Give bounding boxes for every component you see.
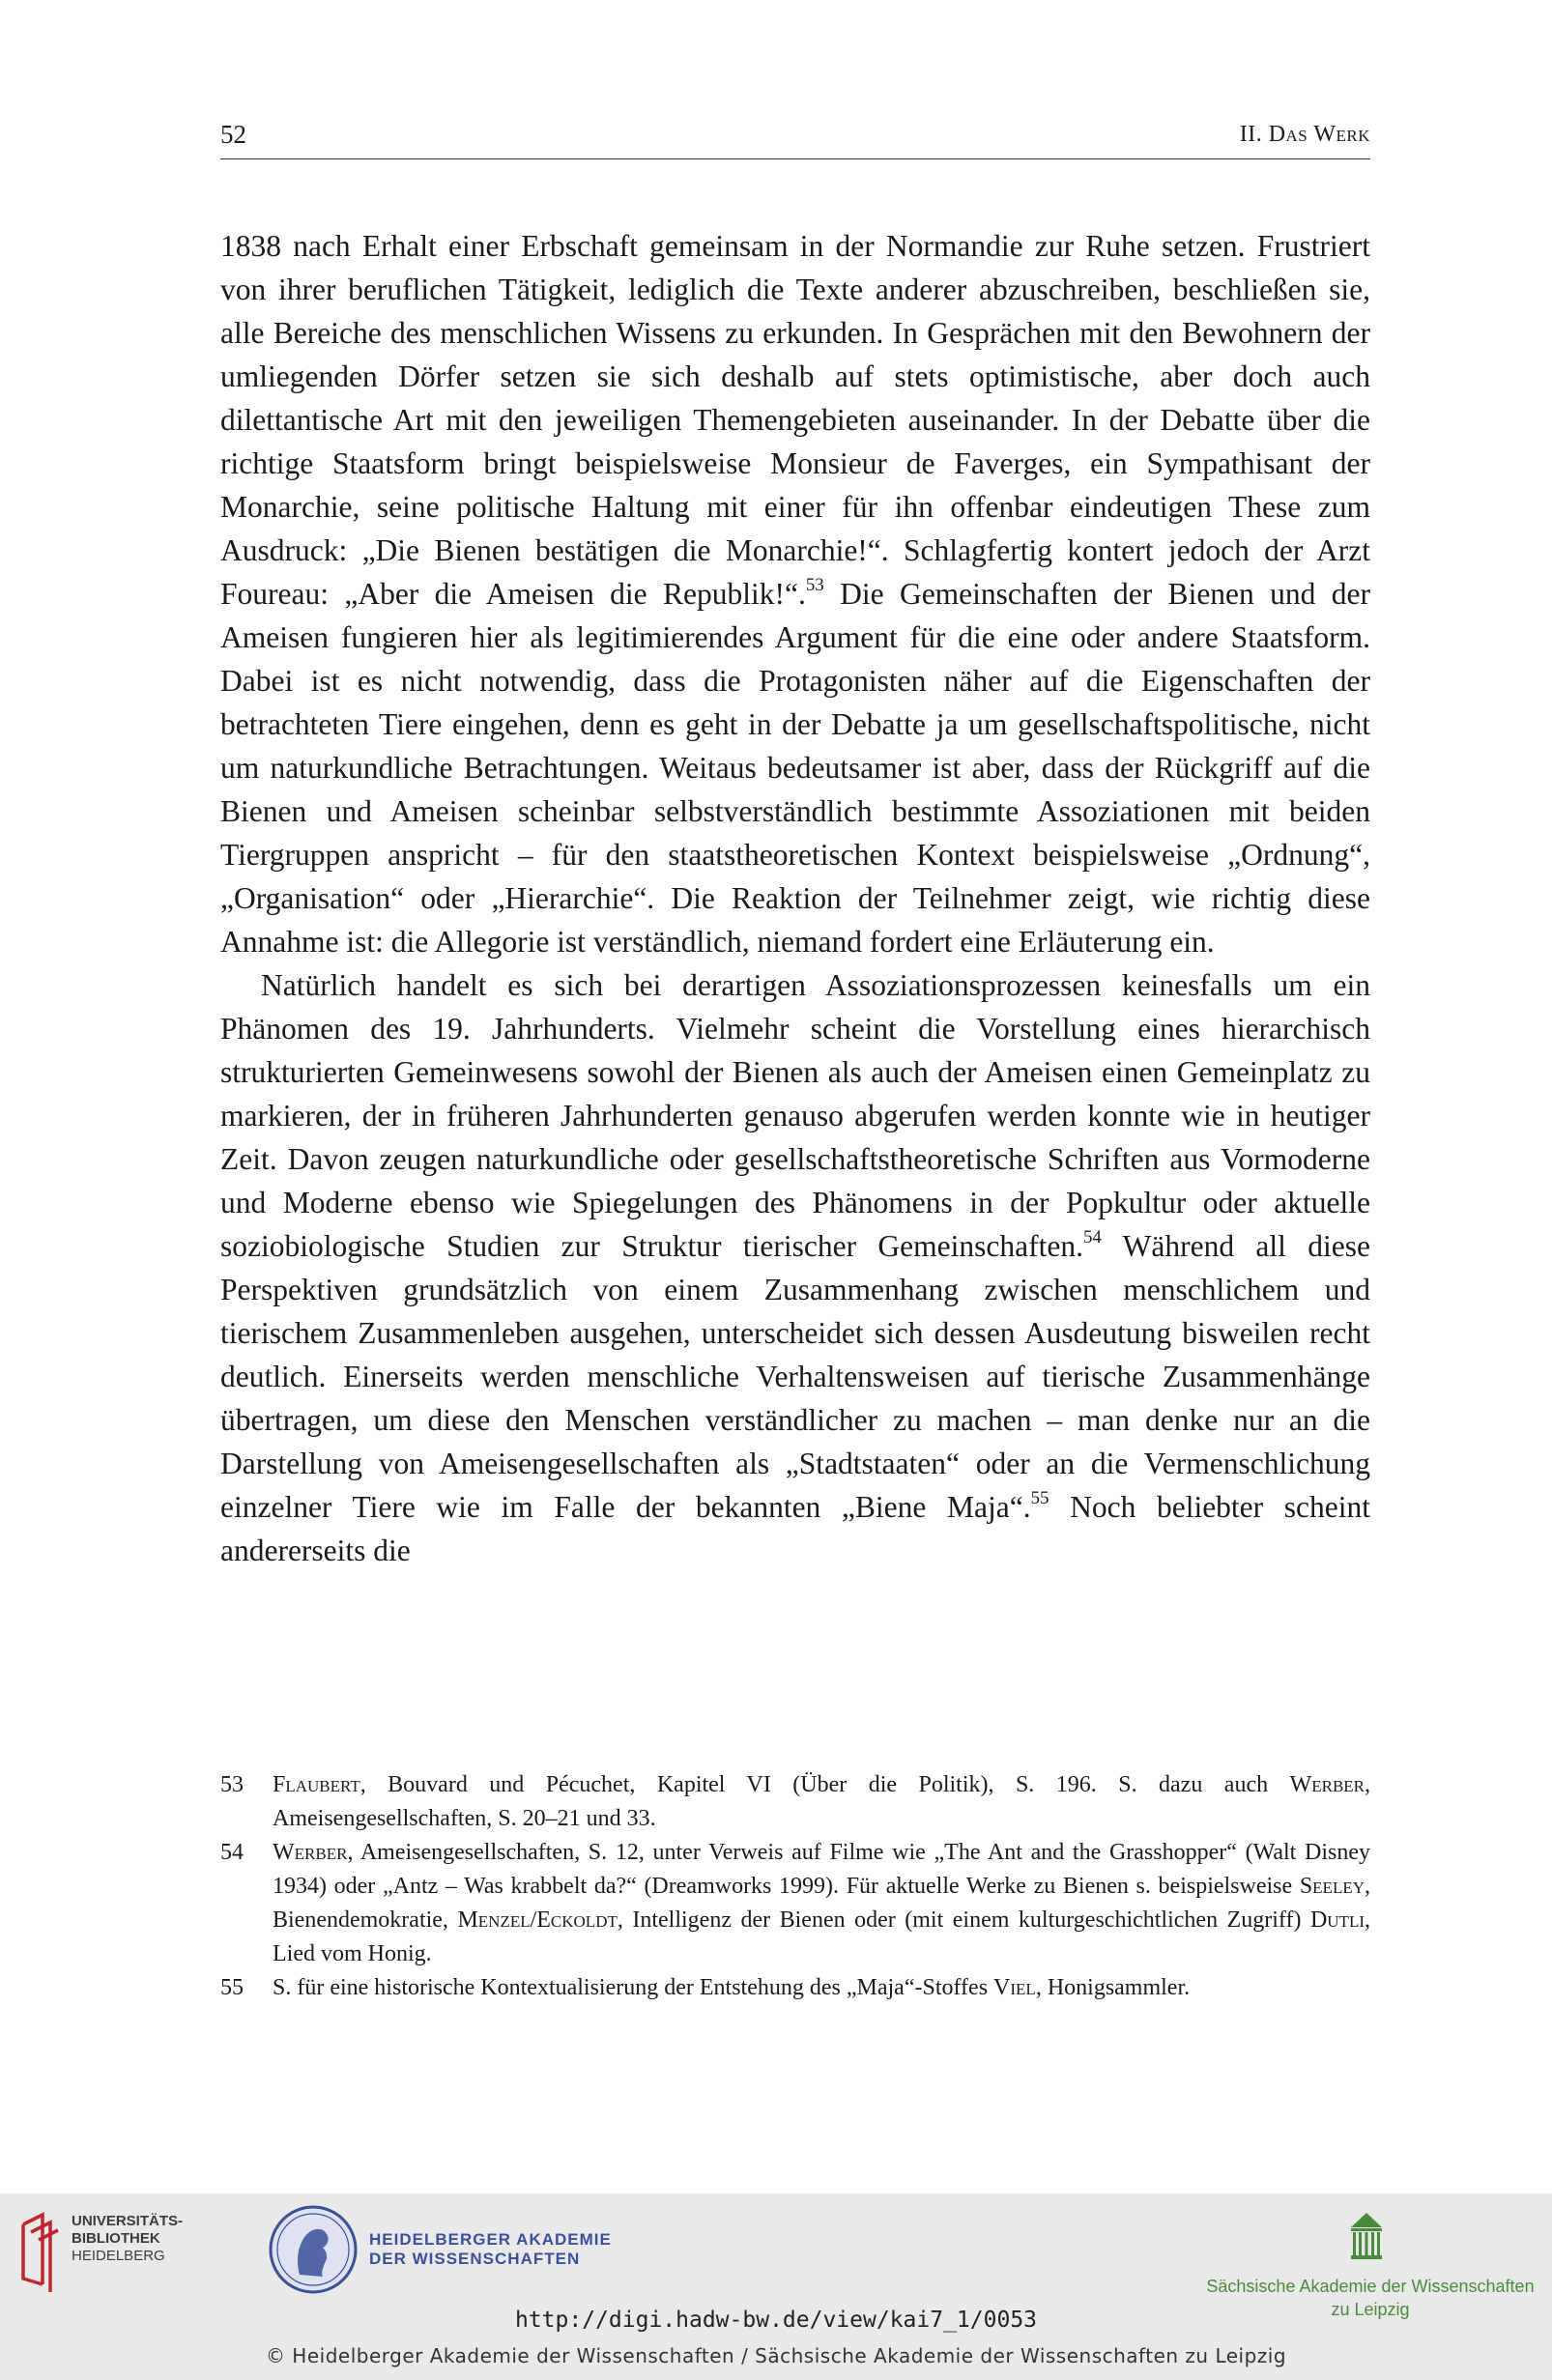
author-name: Werber [1289, 1772, 1365, 1797]
footnote-segment: S. für eine historische Kontextualisierung der Entstehung des „Maja“-Stoffes [273, 1975, 994, 2000]
footnote-segment: , Lied vom Honig. [273, 1907, 1370, 1966]
saxon-academy-logo-icon[interactable] [1349, 2211, 1384, 2261]
footnote-segment: , Bienendemokratie, [273, 1874, 1370, 1933]
footnote-55 [220, 1971, 1370, 2005]
footnote-text [273, 1971, 1370, 2005]
section-title: II. Das Werk [1239, 122, 1370, 147]
footnote-segment: , Intelligenz der Bienen oder (mit einem kulturgeschichtlichen Zugriff) [617, 1907, 1310, 1933]
footnote-segment: , Honigsammler. [1035, 1975, 1191, 2000]
footnote-ref-54[interactable]: 54 [1082, 1226, 1102, 1247]
footnote-segment: , Ameisengesellschaften, S. 20–21 und 33. [273, 1772, 1370, 1831]
footnote-54 [220, 1836, 1370, 1971]
paragraph-text: Während all diese Perspektiven grundsätzlich von einem Zusammenhang zwischen menschlichem und tierischem Zusammenleben ausgehen, unterscheidet sich dessen Ausdeutung bisweilen recht deutlich. Einerseits werden menschliche Verhaltensweisen auf tierische Zusammenhänge übertragen, um diese den Menschen verständlicher zu machen – man denke nur an die Darstellung von Ameisengesellschaften als „Stadtstaaten“ oder an die Vermenschlichung einzelner Tiere wie im Falle der bekannten „Biene Maja“. [220, 1229, 1370, 1524]
running-head [220, 114, 1370, 159]
footnote-segment: , Bouvard und Pécuchet, Kapitel VI (Über die Politik), S. 196. S. dazu auch [359, 1772, 1290, 1797]
ub-line: UNIVERSITÄTS- [72, 2213, 184, 2229]
paragraph-text: Die Gemeinschaften der Bienen und der Ameisen fungieren hier als legitimierendes Argument für die eine oder andere Staatsform. Dabei ist es nicht notwendig, dass die Protagonisten näher auf die Eigenschaften der betrachteten Tiere eingehen, denn es geht in der Debatte ja um gesellschaftspolitische, nicht um naturkundliche Betrachtungen. Weitaus bedeutsamer ist aber, dass der Rückgriff auf die Bienen und Ameisen scheinbar selbstverständlich bestimmte Assoziationen mit beiden Tiergruppen anspricht – für den staatstheoretischen Kontext beispielsweise „Ordnung“, „Organisation“ oder „Hierarchie“. Die Reaktion der Teilnehmer zeigt, wie richtig diese Annahme ist: die Allegorie ist verständlich, niemand fordert eine Erläuterung ein. [220, 577, 1370, 959]
footnote-number: 54 [220, 1840, 244, 1865]
author-name: Menzel/Eckoldt [457, 1907, 618, 1933]
footnote-ref-55[interactable]: 55 [1030, 1487, 1049, 1508]
footnote-segment: , Ameisengesellschaften, S. 12, unter Verweis auf Filme wie „The Ant and the Grasshopper“ (Walt Disney 1934) oder „Antz – Was krabbelt da?“ (Dreamworks 1999). Für aktuelle Werke zu Bienen s. beispielsweise [273, 1840, 1370, 1899]
heidelberg-academy-name [369, 2230, 612, 2269]
body-text [220, 224, 1370, 1572]
paragraph-text: Natürlich handelt es sich bei derartigen Assoziationsprozessen keinesfalls um ein Phänomen des 19. Jahrhunderts. Vielmehr scheint die Vorstellung eines hierarchisch strukturierten Gemeinwesens sowohl der Bienen als auch der Ameisen einen Gemeinplatz zu markieren, der in früheren Jahrhunderten genauso abgerufen werden konnte wie in heutiger Zeit. Davon zeugen naturkundliche oder gesellschaftstheoretische Schriften aus Vormoderne und Moderne ebenso wie Spiegelungen des Phänomens in der Popkultur oder aktuelle soziobiologische Studien zur Struktur tierischer Gemeinschaften. [220, 968, 1370, 1263]
author-name: Viel [993, 1975, 1036, 2000]
author-name: Dutli [1309, 1907, 1365, 1933]
footnote-number: 55 [220, 1975, 244, 2000]
footnote-ref-53[interactable]: 53 [805, 574, 824, 595]
digitization-footer [0, 2194, 1552, 2380]
hadw-line: HEIDELBERGER AKADEMIE [369, 2230, 612, 2249]
hadw-line: DER WISSENSCHAFTEN [369, 2250, 581, 2268]
university-library-name [72, 2213, 183, 2265]
paragraph-text: Noch beliebter scheint andererseits die [220, 1490, 1370, 1567]
author-name: Seeley [1299, 1874, 1365, 1899]
footnote-text [273, 1836, 1370, 1971]
footnote-53 [220, 1768, 1370, 1836]
paragraph-2 [220, 963, 1370, 1572]
footnote-number: 53 [220, 1772, 244, 1797]
copyright-notice: © Heidelberger Akademie der Wissenschaften / Sächsische Akademie der Wissenschaften zu Leipzig [265, 2344, 1287, 2367]
ub-line: BIBLIOTHEK [72, 2230, 160, 2247]
author-name: Werber [273, 1840, 348, 1865]
page-number: 52 [220, 120, 246, 149]
author-name: Flaubert [273, 1772, 360, 1797]
footnote-text [273, 1768, 1370, 1836]
paragraph-1 [220, 224, 1370, 963]
saw-line: Sächsische Akademie der Wissenschaften [1206, 2277, 1535, 2296]
ub-line: HEIDELBERG [72, 2248, 165, 2264]
saw-line: zu Leipzig [1331, 2300, 1410, 2319]
paragraph-text: 1838 nach Erhalt einer Erbschaft gemeinsam in der Normandie zur Ruhe setzen. Frustriert von ihrer beruflichen Tätigkeit, lediglich die Texte anderer abzuschreiben, beschließen sie, alle Bereiche des menschlichen Wissens zu erkunden. In Gesprächen mit den Bewohnern der umliegenden Dörfer setzen sie sich deshalb auf stets optimistische, aber doch auch dilettantische Art mit den jeweiligen Themengebieten auseinander. In der Debatte über die richtige Staatsform bringt beispielsweise Monsieur de Faverges, ein Sympathisant der Monarchie, seine politische Haltung mit einer für ihn offenbar eindeutigen These zum Ausdruck: „Die Bienen bestätigen die Monarchie!“. Schlagfertig kontert jedoch der Arzt Foureau: „Aber die Ameisen die Republik!“. [220, 229, 1370, 611]
permalink-url[interactable]: http://digi.hadw-bw.de/view/kai7_1/0053 [514, 2308, 1038, 2333]
footnotes [220, 1768, 1370, 2005]
academy-medallion-icon[interactable] [267, 2203, 359, 2296]
